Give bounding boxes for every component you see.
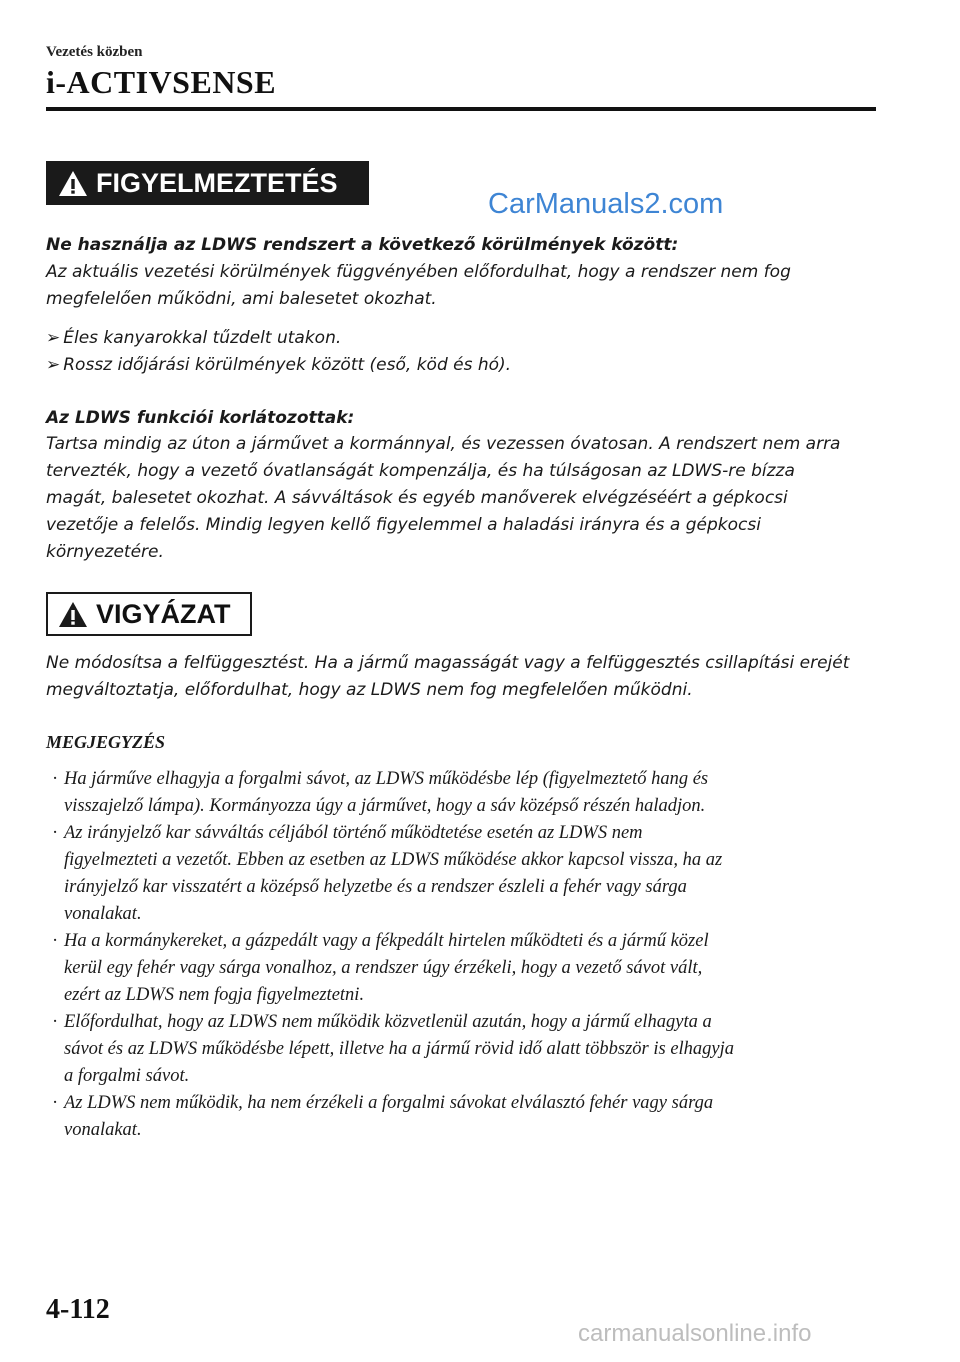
- caution-label: VIGYÁZAT: [96, 598, 231, 629]
- page-number: 4-112: [46, 1294, 110, 1325]
- warning-heading-1: Ne használja az LDWS rendszert a következő körülmények között:: [46, 235, 679, 255]
- bullet-icon: ·: [52, 823, 59, 843]
- text-line: figyelmezteti a vezetőt. Ebben az esetben az LDWS működése akkor kapcsol vissza, ha az: [64, 850, 723, 870]
- text-line: Ne módosítsa a felfüggesztést. Ha a jármű magasságát vagy a felfüggesztés csillapítási erejét: [46, 653, 850, 673]
- text-line: vonalakat.: [64, 904, 142, 924]
- text-line: tervezték, hogy a vezető óvatlanságát kompenzálja, és ha túlságosan az LDWS-re bízza: [46, 461, 795, 481]
- warning-label: FIGYELMEZTETÉS: [96, 167, 338, 198]
- arrow-bullet-icon: ➢: [46, 355, 61, 375]
- list-item: [46, 766, 896, 820]
- list-item: [46, 820, 896, 928]
- text-line: Az LDWS nem működik, ha nem érzékeli a forgalmi sávokat elválasztó fehér vagy sárga: [64, 1093, 714, 1113]
- text-line: megváltoztatja, előfordulhat, hogy az LDWS nem fog megfelelően működni.: [46, 680, 693, 700]
- warning-triangle-icon: [58, 601, 88, 628]
- footer-watermark: carmanualsonline.info: [578, 1320, 812, 1347]
- bullet-icon: ·: [52, 1012, 59, 1032]
- text-line: Előfordulhat, hogy az LDWS nem működik közvetlenül azután, hogy a jármű elhagyta a: [64, 1012, 712, 1032]
- text-line: környezetére.: [46, 542, 164, 562]
- caution-label-box: [46, 592, 252, 636]
- warning-text-1: [46, 259, 906, 313]
- list-item: [46, 325, 886, 352]
- warning-text-2: [46, 431, 906, 566]
- note-title: MEGJEGYZÉS: [46, 732, 166, 752]
- text-line: Ha járműve elhagyja a forgalmi sávot, az LDWS működésbe lép (figyelmeztető hang és: [64, 769, 709, 789]
- text-line: Ha a kormánykereket, a gázpedált vagy a fékpedált hirtelen működteti és a jármű közel: [64, 931, 709, 951]
- list-item-text: Éles kanyarokkal tűzdelt utakon.: [63, 328, 342, 348]
- text-line: vezetője a felelős. Mindig legyen kellő figyelemmel a haladási irányra és a gépkocsi: [46, 515, 761, 535]
- section-label: Vezetés közben: [46, 44, 143, 60]
- text-line: kerül egy fehér vagy sárga vonalhoz, a rendszer úgy érzékeli, hogy a vezető sávot vált,: [64, 958, 703, 978]
- text-line: irányjelző kar visszatért a középső helyzetbe és a rendszer észleli a fehér vagy sárga: [64, 877, 687, 897]
- watermark-text: CarManuals2.com: [488, 188, 724, 220]
- arrow-bullet-icon: ➢: [46, 328, 61, 348]
- note-list: [46, 766, 896, 1144]
- text-line: visszajelző lámpa). Kormányozza úgy a járművet, hogy a sáv középső részén haladjon.: [64, 796, 706, 816]
- text-line: magát, balesetet okozhat. A sávváltások és egyéb manőverek elvégzéséért a gépkocsi: [46, 488, 788, 508]
- text-line: vonalakat.: [64, 1120, 142, 1140]
- bullet-icon: ·: [52, 769, 59, 789]
- text-line: Az aktuális vezetési körülmények függvényében előfordulhat, hogy a rendszer nem fog: [46, 262, 791, 282]
- list-item: [46, 928, 896, 1009]
- chapter-title: i-ACTIVSENSE: [46, 64, 277, 100]
- list-item: [46, 1090, 896, 1144]
- text-line: ezért az LDWS nem fogja figyelmeztetni.: [64, 985, 365, 1005]
- text-line: Az irányjelző kar sávváltás céljából történő működtetése esetén az LDWS nem: [64, 823, 643, 843]
- bullet-icon: ·: [52, 931, 59, 951]
- warning-heading-2: Az LDWS funkciói korlátozottak:: [46, 408, 355, 428]
- warning-label-box: [46, 161, 369, 205]
- text-line: a forgalmi sávot.: [64, 1066, 190, 1086]
- list-item-text: Rossz időjárási körülmények között (eső, köd és hó).: [63, 355, 512, 375]
- bullet-icon: ·: [52, 1093, 59, 1113]
- caution-text: [46, 650, 886, 704]
- list-item: [46, 1009, 896, 1090]
- warning-triangle-icon: [58, 170, 88, 197]
- text-line: megfelelően működni, ami balesetet okozhat.: [46, 289, 437, 309]
- header-rule: [46, 107, 876, 111]
- text-line: Tartsa mindig az úton a járművet a kormánnyal, és vezessen óvatosan. A rendszert nem arra: [46, 434, 841, 454]
- conditions-list: [46, 325, 886, 379]
- list-item: [46, 352, 886, 379]
- text-line: sávot és az LDWS működésbe lépett, illetve ha a jármű rövid idő alatt többször is elhagyja: [64, 1039, 735, 1059]
